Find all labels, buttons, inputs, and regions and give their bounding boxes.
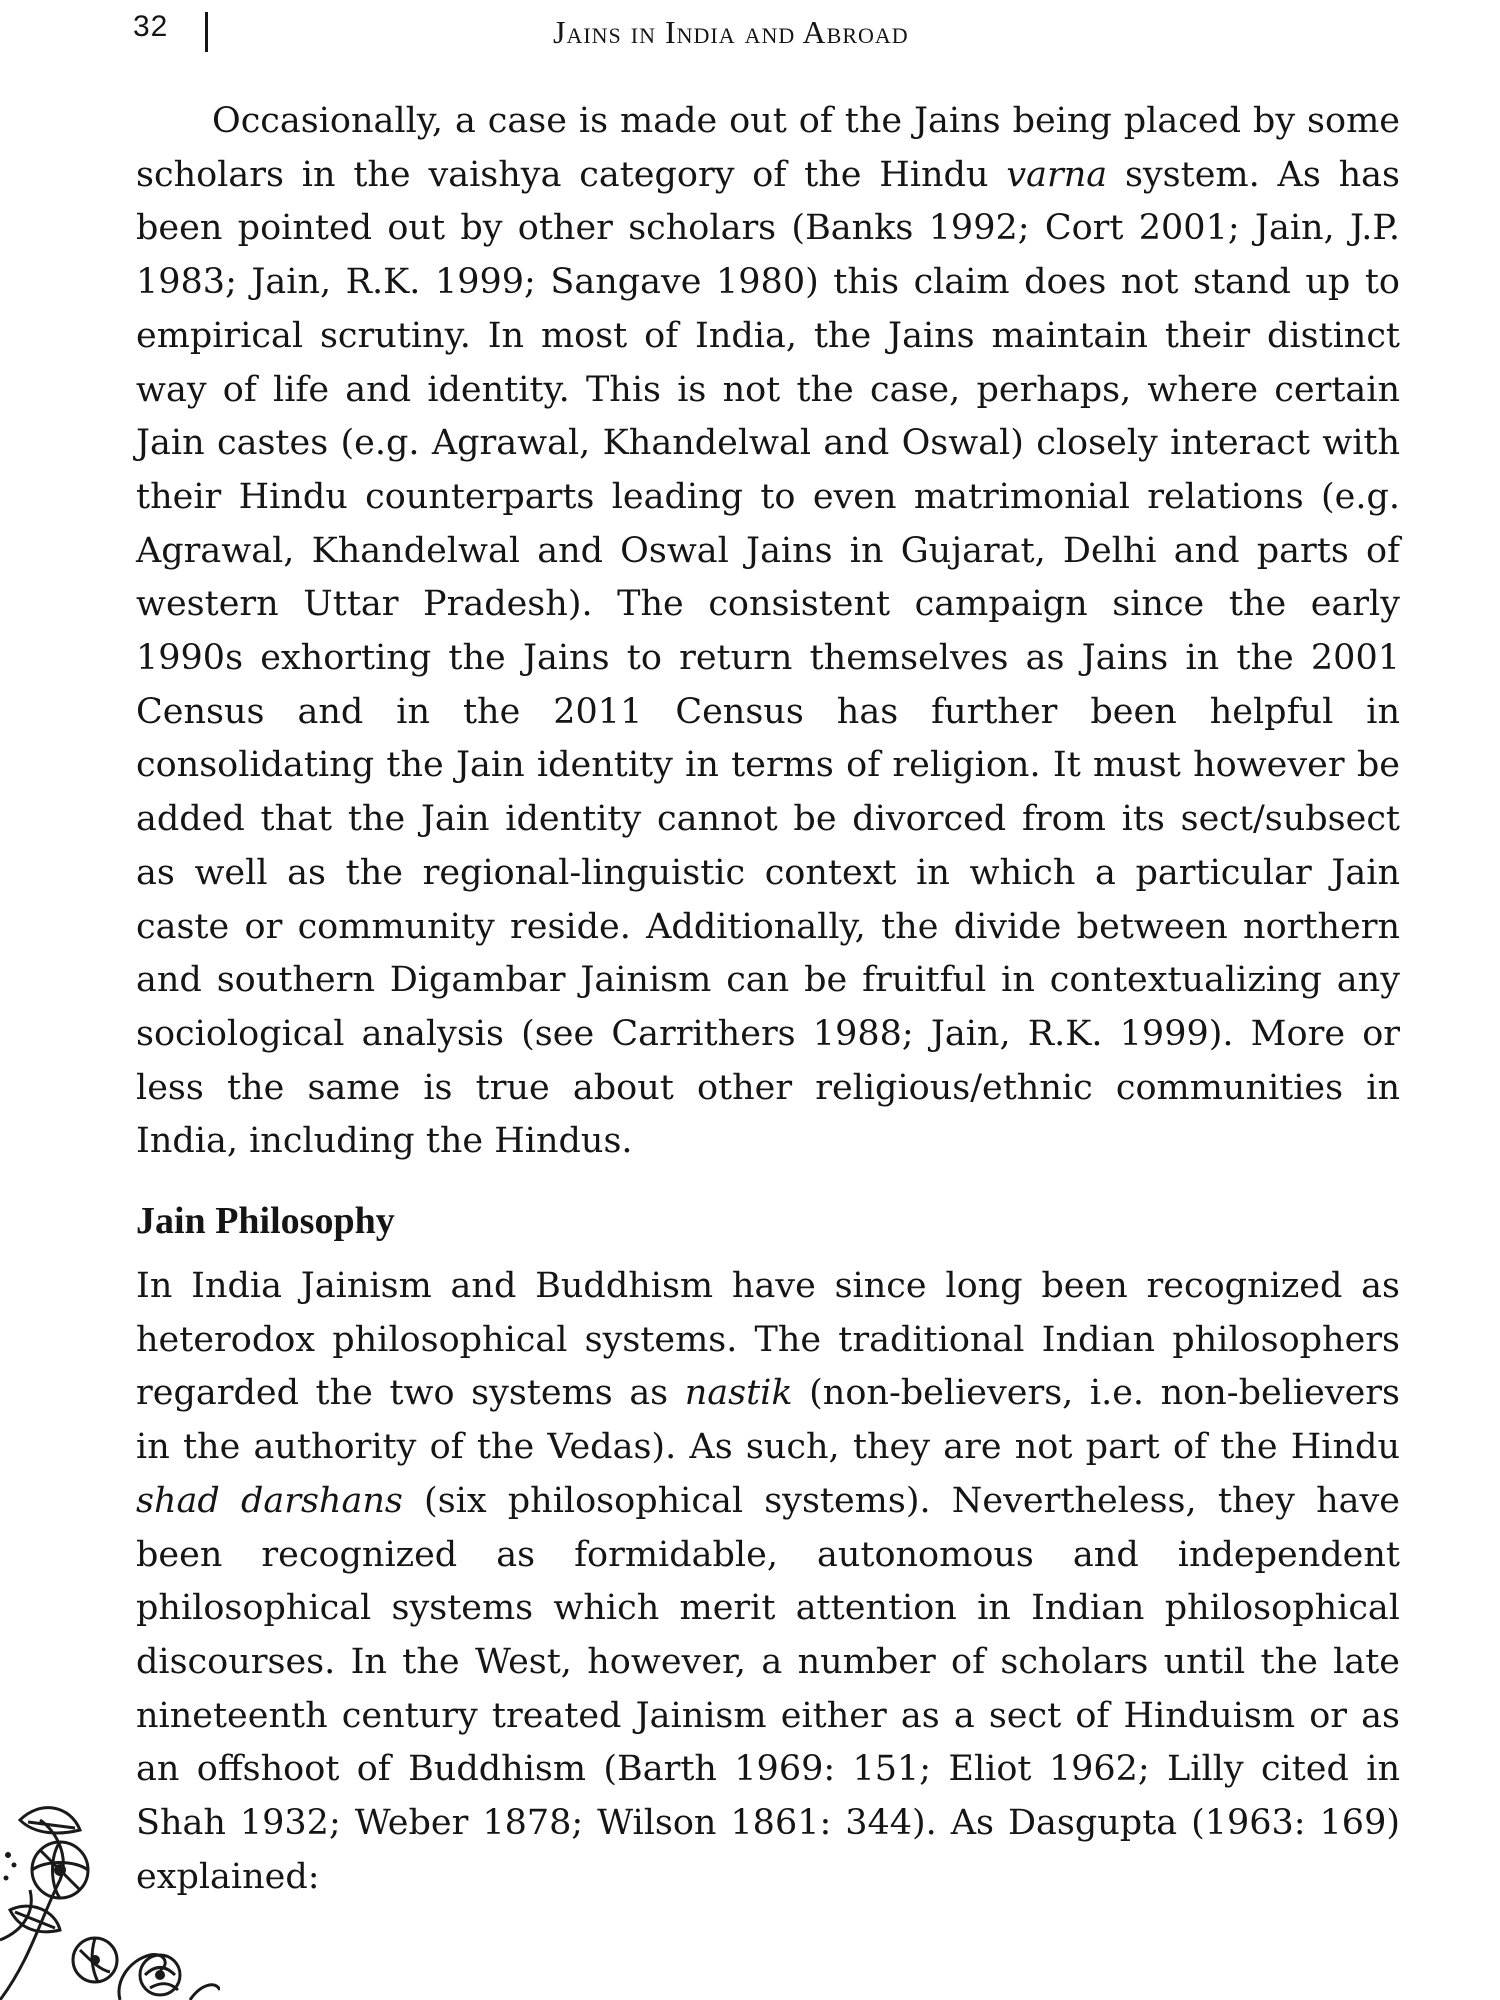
paragraph-2 [136,1260,1400,1904]
running-title: Jains in India and Abroad [553,14,909,50]
section-heading: Jain Philosophy [136,1200,395,1243]
paragraph-2-text-a: In India Jainism and Buddhism have since long been recognized as heterodox philosophical systems. The traditional Indian philosophers regarded the two systems as [136,1266,1400,1414]
page-number-rule [205,12,208,52]
body-text [136,95,1400,1905]
paragraph-2-italic-term-1: nastik [684,1373,793,1414]
paragraph-2-text-b: (non-believers, i.e. non-believers in the authority of the Vedas). As such, they are not part of the Hindu [136,1373,1400,1468]
page-number: 32 [133,10,169,43]
paragraph-1-text-a: Occasionally, a case is made out of the Jains being placed by some scholars in the vaishya category of the Hindu [136,101,1400,195]
paragraph-1-italic-term: varna [1006,154,1108,195]
floral-ornament-icon [0,1760,220,2000]
paragraph-2-italic-term-2: shad darshans [136,1480,403,1521]
paragraph-2-text-c: (six philosophical systems). Nevertheless, they have been recognized as formidable, autonomous and independent philosophical systems which merit attention in Indian philosophical discourses. In the West, however, a number of scholars until the late nineteenth century treated Jainism either as a sect of Hinduism or as an offshoot of Buddhism (Barth 1969: 151; Eliot 1962; Lilly cited in Shah 1932; Weber 1878; Wilson 1861: 344). As Dasgupta (1963: 169) explained: [136,1480,1400,1897]
running-head [133,10,1403,70]
paragraph-1-text-b: system. As has been pointed out by other scholars (Banks 1992; Cort 2001; Jain, J.P. 1983; Jain, R.K. 1999; Sangave 1980) this claim does not stand up to empirical scrutiny. In most of India, the Jains maintain their distinct way of life and identity. This is not the case, perhaps, where certain Jain castes (e.g. Agrawal, Khandelwal and Oswal) closely interact with their Hindu counterparts leading to even matrimonial relations (e.g. Agrawal, Khandelwal and Oswal Jains in Gujarat, Delhi and parts of western Uttar Pradesh). The consistent campaign since the early 1990s exhorting the Jains to return themselves as Jains in the 2001 Census and in the 2011 Census has further been helpful in consolidating the Jain identity in terms of religion. It must however be added that the Jain identity cannot be divorced from its sect/subsect as well as the regional-linguistic context in which a particular Jain caste or community reside. Additionally, the divide between northern and southern Digambar Jainism can be fruitful in contextualizing any sociological analysis (see Carrithers 1988; Jain, R.K. 1999). More or less the same is true about other religious/ethnic communities in India, including the Hindus. [136,154,1400,1162]
paragraph-1 [136,95,1400,1169]
